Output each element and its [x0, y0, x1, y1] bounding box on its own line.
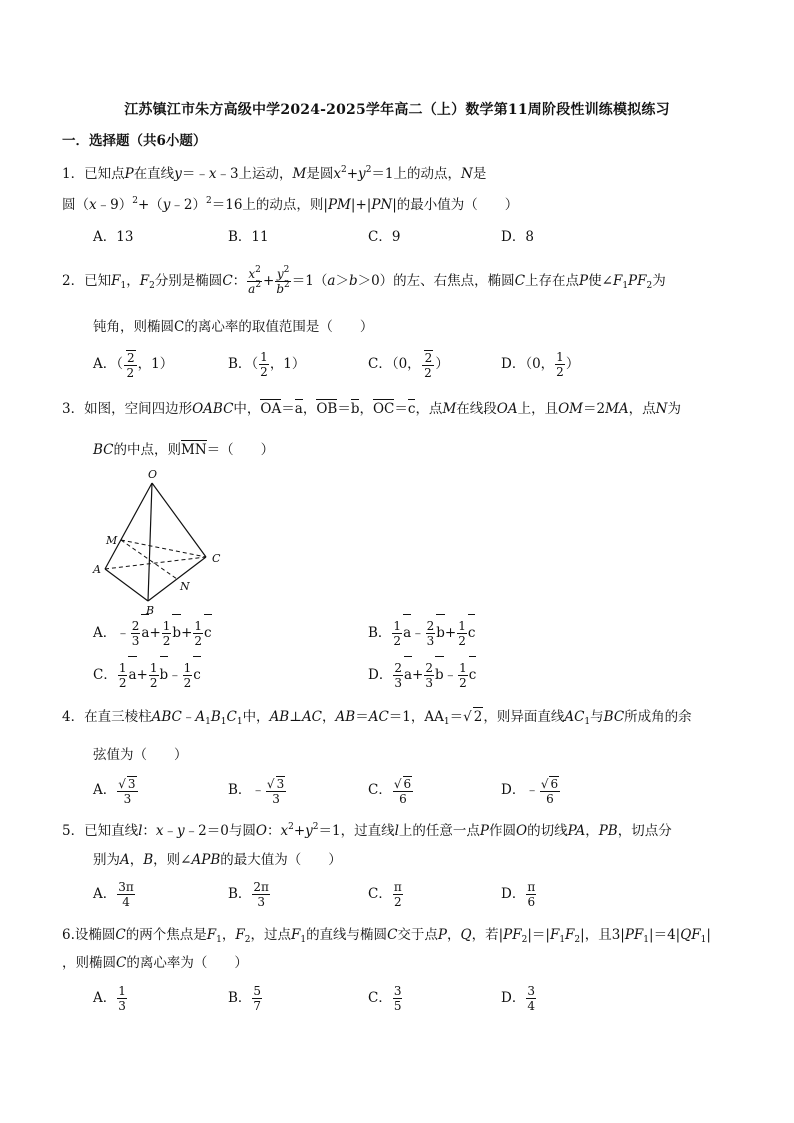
q3-option-c: C． $\frac{1}{2}$ a+ $\frac{1}{2}$ b﹣ $\frac{1}{2}$ c — [93, 657, 201, 693]
q1-option-c: C．9 — [368, 229, 401, 245]
q5-option-d: D． $\frac{\pi}{6}$ — [501, 880, 536, 909]
q3-option-a: A．﹣ $\frac{2}{3}$ a+ $\frac{1}{2}$ b+ $\frac{1}{2}$ c — [93, 615, 212, 651]
q2-option-c: C．（0， $\frac{2}{2}$ ） — [368, 350, 449, 380]
q6-option-b: B． $\frac{5}{7}$ — [228, 984, 262, 1013]
q1-option-a: A．13 — [93, 229, 134, 245]
q4-option-d: D．﹣ $\frac{√ 6}{6}$ — [501, 776, 559, 806]
q3-line1: 3．如图，空间四边形OABC中，OA＝a，OB＝b，OC＝c，点M在线段OA上，且OM＝2MA，点N为 — [62, 401, 681, 417]
q1-line2: 圆（x﹣9）$^2$+（y﹣2）$^2$＝16上的动点，则|PM|+|PN|的最小值为（ ） — [62, 196, 519, 213]
q5-line1: 5．已知直线l：x﹣y﹣2＝0与圆O：$x^2+y^2=1$，过直线l上的任意一点P作圆O的切线PA，PB，切点分 — [62, 822, 672, 839]
q5-option-b: B． $\frac{2\pi}{3}$ — [228, 880, 269, 909]
q5-line2: 别为A，B，则∠APB的最大值为（ ） — [93, 852, 342, 868]
section-heading: 一．选择题（共6小题） — [62, 133, 207, 149]
q4-option-a: A． $\frac{√ 3}{3}$ — [93, 776, 136, 806]
q4-option-c: C． $\frac{√ 6}{6}$ — [368, 776, 412, 806]
q4-line1: 4．在直三棱柱$ABC﹣A_1B_1C_1$中，AB⊥AC，AB＝AC＝1，$AA_1=√$ 2，则异面直线$AC_1$与BC所成角的余 — [62, 709, 692, 727]
q5-option-a: A． $\frac{3\pi}{4}$ — [93, 880, 134, 909]
q6-option-a: A． $\frac{1}{3}$ — [93, 984, 126, 1013]
q3-option-b: B． $\frac{1}{2}$ a﹣ $\frac{2}{3}$ b+ $\frac{1}{2}$ c — [368, 615, 475, 651]
label-o: O — [148, 468, 158, 481]
q6-line2: ，则椭圆C的离心率为（ ） — [62, 955, 248, 971]
label-m: M — [106, 534, 118, 547]
q2-option-a: A．（ $\frac{2}{2}$ ，1） — [93, 350, 174, 380]
q1-option-d: D．8 — [501, 229, 534, 245]
q2-line2: 钝角，则椭圆C的离心率的取值范围是（ ） — [93, 319, 374, 335]
label-n: N — [180, 580, 190, 593]
q1-option-b: B．11 — [228, 229, 269, 245]
q2-option-d: D．（0， $\frac{1}{2}$ ） — [501, 350, 580, 379]
q3-option-d: D． $\frac{2}{3}$ a+ $\frac{2}{3}$ b﹣ $\frac{1}{2}$ c — [368, 657, 476, 693]
page-title: 江苏镇江市朱方高级中学2024-2025学年高二（上）数学第11周阶段性训练模拟练习 — [124, 102, 670, 118]
q2-option-b: B．（ $\frac{1}{2}$ ，1） — [228, 350, 306, 379]
q6-option-d: D． $\frac{3}{4}$ — [501, 984, 535, 1013]
q4-line2: 弦值为（ ） — [93, 747, 188, 763]
tetrahedron-figure — [90, 466, 240, 616]
q3-line2: BC的中点，则MN＝（ ） — [93, 442, 275, 458]
q5-option-c: C． $\frac{\pi}{2}$ — [368, 880, 402, 909]
q6-option-c: C． $\frac{3}{5}$ — [368, 984, 402, 1013]
q1-line1: 1．已知点P在直线y＝﹣x﹣3上运动，M是圆$x^2+y^2=1$上的动点，N是 — [62, 165, 487, 182]
label-a: A — [93, 563, 101, 576]
q2-line1: 2．已知$F_1$，$F_2$分别是椭圆C： $\frac{x^2}{a^2}$ + $\frac{y^2}{b^2}$ ＝1（a＞b＞0）的左、右焦点，椭圆C上存在点P使$\angle F_1PF_2$为 — [62, 265, 666, 296]
label-c: C — [212, 552, 221, 565]
q4-option-b: B．﹣ $\frac{√ 3}{3}$ — [228, 776, 285, 806]
q6-line1: 6.设椭圆C的两个焦点是$F_1$，$F_2$，过点$F_1$的直线与椭圆C交于点P，Q，若$|PF_2|=|F_1F_2|$，且$3|PF_1|=4|QF_1|$ — [62, 927, 711, 945]
label-b: B — [146, 604, 155, 616]
